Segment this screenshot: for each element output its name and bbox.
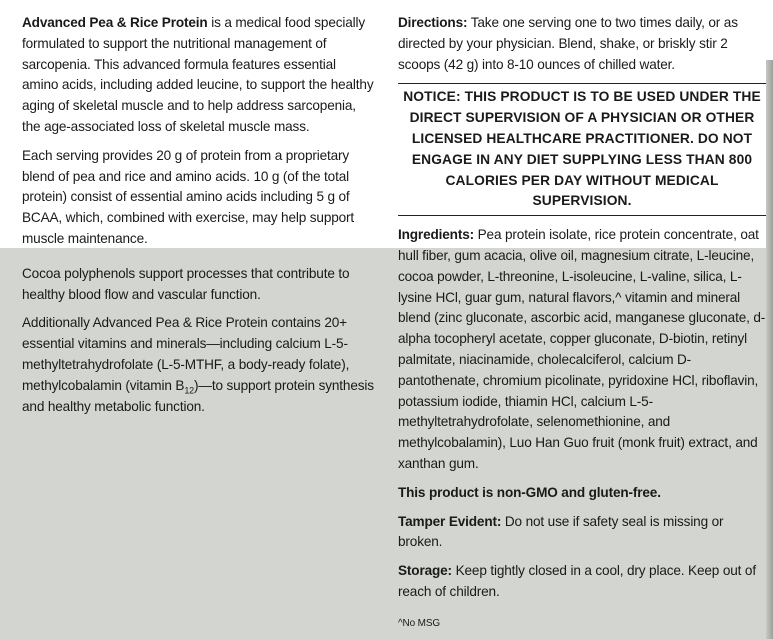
- storage-text: Keep tightly closed in a cool, dry place. Keep out of reach of children.: [398, 563, 756, 599]
- non-gmo-text: This product is non-GMO and gluten-free.: [398, 484, 661, 500]
- intro-paragraph: [22, 13, 374, 138]
- directions-label: Directions:: [398, 15, 468, 30]
- tamper-label: Tamper Evident:: [398, 513, 502, 529]
- ingredients-label: Ingredients:: [398, 227, 474, 243]
- non-gmo-statement: [398, 483, 766, 504]
- left-column: [22, 13, 374, 425]
- serving-paragraph: Each serving provides 20 g of protein from a proprietary blend of pea and rice and amino acids. 10 g (of the total protein) consist of essential amino acids including 5 g of BCAA, which, combined with exercise, may help support muscle maintenance.: [22, 147, 355, 246]
- b12-subscript: 12: [184, 385, 195, 396]
- tamper-paragraph: [398, 512, 766, 554]
- notice-box: NOTICE: THIS PRODUCT IS TO BE USED UNDER THE DIRECT SUPERVISION OF A PHYSICIAN OR OTHER LICENSED HEALTHCARE PRACTITIONER. DO NOT ENGAGE IN ANY DIET SUPPLYING LESS THAN 800 CALORIES PER DAY WITHOUT MEDICAL SUPERVISION.: [398, 83, 766, 216]
- tamper-text: Do not use if safety seal is missing or broken.: [398, 513, 724, 550]
- directions-text: Take one serving one to two times daily, or as directed by your physician. Blend, shake, or briskly stir 2 scoops (42 g) into 8-10 ounces of chilled water.: [398, 15, 738, 72]
- label-edge-shadow: [766, 60, 773, 639]
- storage-label: Storage:: [398, 563, 452, 579]
- directions-paragraph: [398, 13, 766, 75]
- storage-paragraph: [398, 561, 766, 603]
- intro-text: is a medical food specially formulated to support the nutritional management of sarcopenia. This advanced formula features essential amino acids, including added leucine, to support the healthy aging of skeletal muscle and to help address sarcopenia, the age-associated loss of skeletal muscle mass.: [22, 15, 374, 134]
- product-name: Advanced Pea & Rice Protein: [22, 15, 208, 30]
- vitamins-text-a: Additionally Advanced Pea & Rice Protein contains 20+ essential vitamins and minerals—including calcium L-5-methyltetrahydrofolate (L-5-MTHF, a body-ready folate), methylcobalamin (vitamin B: [22, 315, 350, 393]
- right-column: [398, 13, 766, 631]
- vitamins-text-b: )—to support protein synthesis and healthy metabolic function.: [22, 377, 374, 414]
- vitamins-paragraph: [22, 313, 374, 417]
- cocoa-paragraph: Cocoa polyphenols support processes that contribute to healthy blood flow and vascular function.: [22, 265, 350, 302]
- ingredients-text: Pea protein isolate, rice protein concentrate, oat hull fiber, gum acacia, olive oil, magnesium citrate, L-leucine, cocoa powder, L-threonine, L-isoleucine, L-valine, silica, L-lysine HCl, guar gum, natural flavors,^ vitamin and mineral blend (zinc gluconate, ascorbic acid, manganese gluconate, d-alpha tocopheryl acetate, copper gluconate, D-biotin, retinyl palmitate, niacinamide, cholecalciferol, calcium D-pantothenate, chromium picolinate, pyridoxine HCl, riboflavin, potassium iodide, thiamin HCl, calcium L-5-methyltetrahydrofolate, selenomethionine, and methylcobalamin), Luo Han Guo fruit (monk fruit) extract, and xanthan gum.: [398, 227, 766, 471]
- footnote: ^No MSG: [398, 617, 440, 629]
- ingredients-paragraph: [398, 225, 766, 475]
